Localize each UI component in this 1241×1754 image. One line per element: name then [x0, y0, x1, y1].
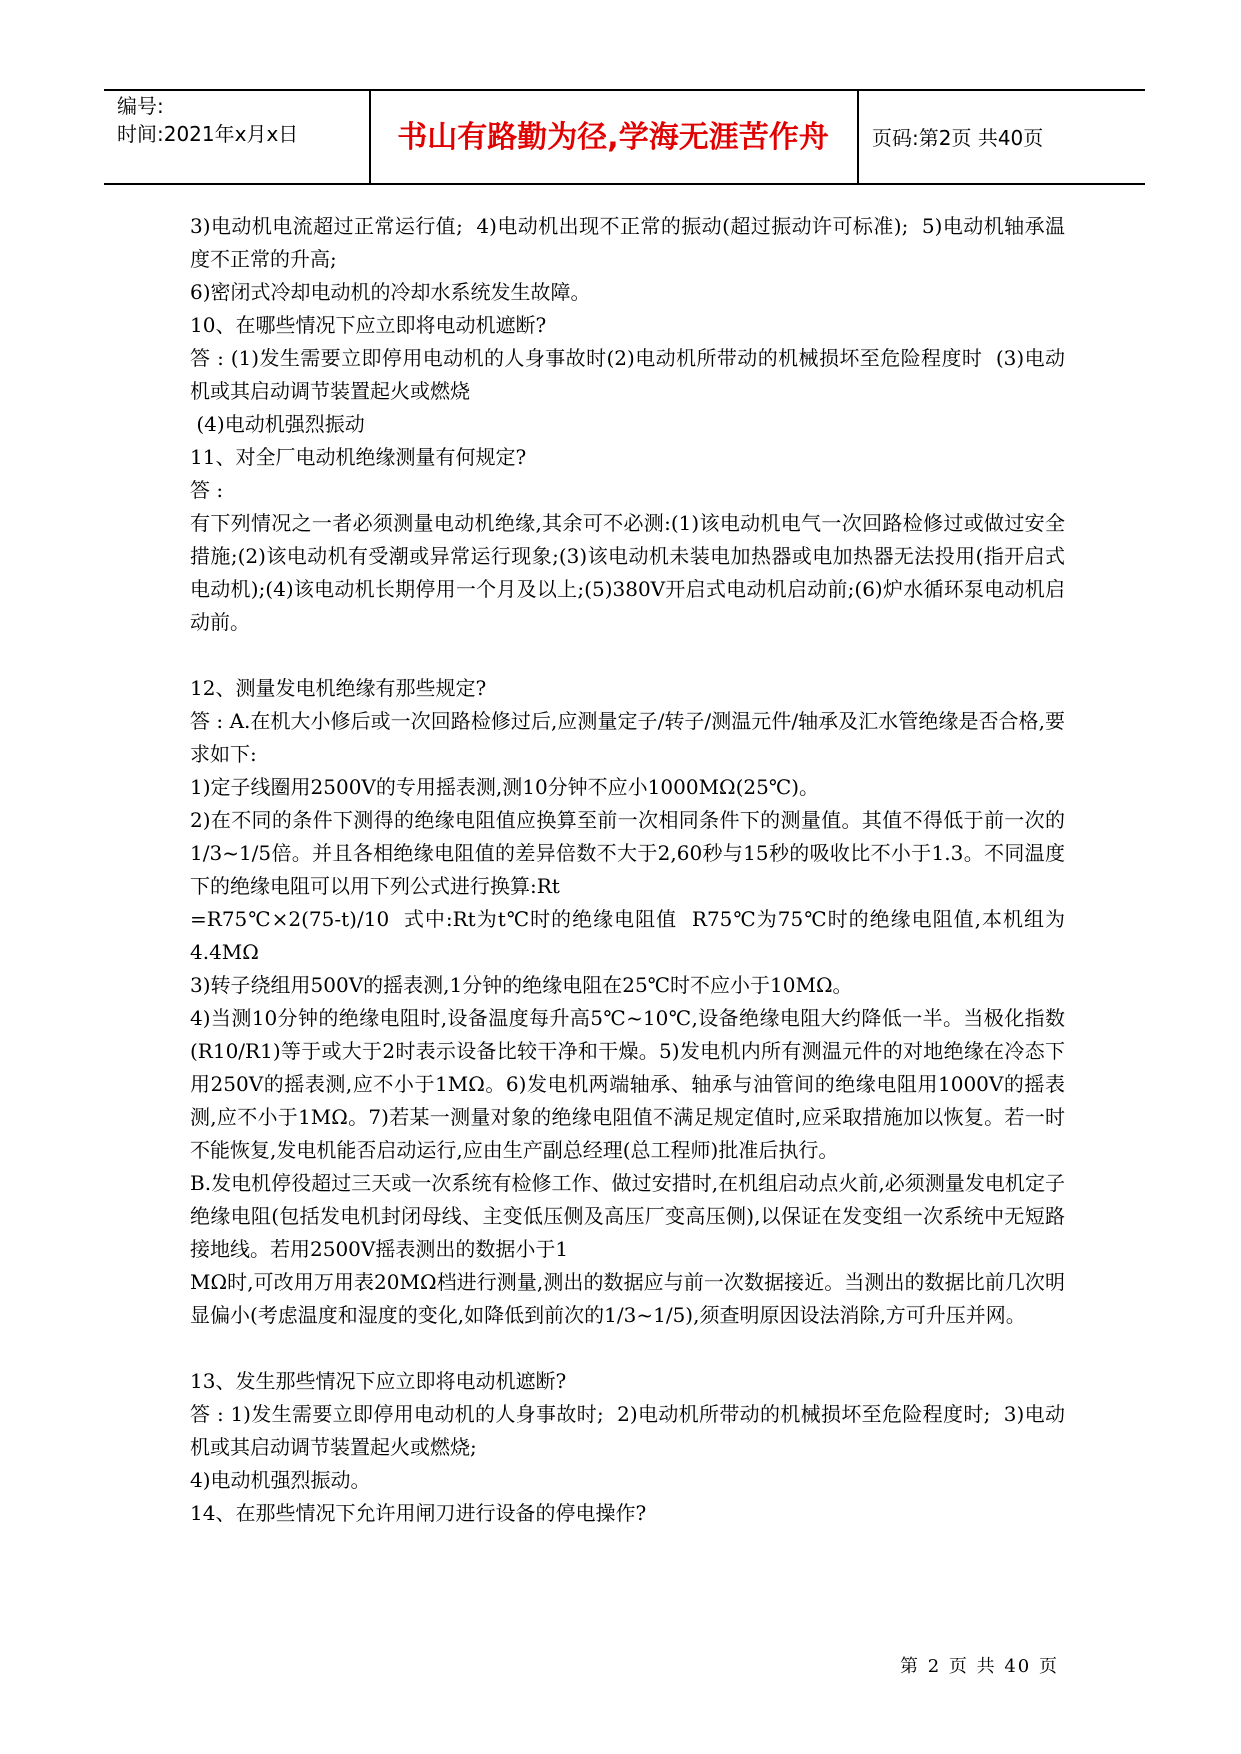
body-line: 6)密闭式冷却电动机的冷却水系统发生故障。: [190, 280, 591, 304]
body-line: 3)电动机电流超过正常运行值; 4)电动机出现不正常的振动(超过振动许可标准); 5)电动机轴承温度不正常的升高;: [190, 214, 1065, 271]
body-line: (4)电动机强烈振动: [190, 412, 365, 436]
question-10: 10、在哪些情况下应立即将电动机遮断?: [190, 313, 547, 337]
body-line: 4)当测10分钟的绝缘电阻时,设备温度每升高5℃~10℃,设备绝缘电阻大约降低一半。当极化指数(R10/R1)等于或大于2时表示设备比较干净和干燥。5)发电机内所有测温元件的对地绝缘在冷态下用250V的摇表测,应不小于1MΩ。6)发电机两端轴承、轴承与油管间的绝缘电阻用1000V的摇表测,应不小于1MΩ。7)若某一测量对象的绝缘电阻值不满足规定值时,应采取措施加以恢复。若一时不能恢复,发电机能否启动运行,应由生产副总经理(总工程师)批准后执行。: [190, 1006, 1065, 1162]
answer-11: 有下列情况之一者必须测量电动机绝缘,其余可不必测:(1)该电动机电气一次回路检修过或做过安全措施;(2)该电动机有受潮或异常运行现象;(3)该电动机未装电加热器或电加热器无法投用(指开启式电动机);(4)该电动机长期停用一个月及以上;(5)380V开启式电动机启动前;(6)炉水循环泵电动机启动前。: [190, 511, 1065, 634]
question-11: 11、对全厂电动机绝缘测量有何规定?: [190, 445, 527, 469]
question-12: 12、测量发电机绝缘有那些规定?: [190, 676, 487, 700]
document-body: [190, 210, 1065, 1530]
document-number-label: 编号:: [117, 94, 164, 118]
header-top-rule: [104, 89, 1145, 91]
answer-12: 答 : A.在机大小修后或一次回路检修过后,应测量定子/转子/测温元件/轴承及汇水管绝缘是否合格,要求如下:: [190, 709, 1065, 766]
paragraph-gap: [190, 639, 1065, 672]
header-left-cell: [117, 92, 298, 148]
header-page-label: 页码:第2页 共40页: [872, 126, 1044, 150]
header-motto: 书山有路勤为径,学海无涯苦作舟: [397, 120, 829, 155]
answer-10: 答 : (1)发生需要立即停用电动机的人身事故时(2)电动机所带动的机械损坏至危险程度时 (3)电动机或其启动调节装置起火或燃烧: [190, 346, 1065, 403]
page-footer: 第 2 页 共 40 页: [900, 1656, 1059, 1677]
body-line: 1)定子线圈用2500V的专用摇表测,测10分钟不应小1000MΩ(25℃)。: [190, 775, 820, 799]
question-14: 14、在那些情况下允许用闸刀进行设备的停电操作?: [190, 1501, 647, 1525]
answer-13: 答 : 1)发生需要立即停用电动机的人身事故时; 2)电动机所带动的机械损坏至危险程度时; 3)电动机或其启动调节装置起火或燃烧;: [190, 1402, 1065, 1459]
answer-11-label: 答 :: [190, 478, 224, 502]
question-13: 13、发生那些情况下应立即将电动机遮断?: [190, 1369, 567, 1393]
paragraph-gap: [190, 1332, 1065, 1365]
body-line: 4)电动机强烈振动。: [190, 1468, 371, 1492]
body-line: 2)在不同的条件下测得的绝缘电阻值应换算至前一次相同条件下的测量值。其值不得低于前一次的1/3~1/5倍。并且各相绝缘电阻值的差异倍数不大于2,60秒与15秒的吸收比不小于1.3。不同温度下的绝缘电阻可以用下列公式进行换算:Rt: [190, 808, 1065, 898]
header-bottom-rule: [104, 183, 1145, 185]
document-time-label: 时间:2021年x月x日: [117, 122, 299, 146]
body-line: =R75℃×2(75-t)/10 式中:Rt为t℃时的绝缘电阻值 R75℃为75℃时的绝缘电阻值,本机组为4.4MΩ: [190, 907, 1065, 964]
body-line: 3)转子绕组用500V的摇表测,1分钟的绝缘电阻在25℃时不应小于10MΩ。: [190, 973, 853, 997]
body-line: MΩ时,可改用万用表20MΩ档进行测量,测出的数据应与前一次数据接近。当测出的数据比前几次明显偏小(考虑温度和湿度的变化,如降低到前次的1/3~1/5),须查明原因设法消除,方可升压并网。: [190, 1270, 1065, 1327]
body-line: B.发电机停役超过三天或一次系统有检修工作、做过安措时,在机组启动点火前,必须测量发电机定子绝缘电阻(包括发电机封闭母线、主变低压侧及高压厂变高压侧),以保证在发变组一次系统中无短路接地线。若用2500V摇表测出的数据小于1: [190, 1171, 1065, 1261]
